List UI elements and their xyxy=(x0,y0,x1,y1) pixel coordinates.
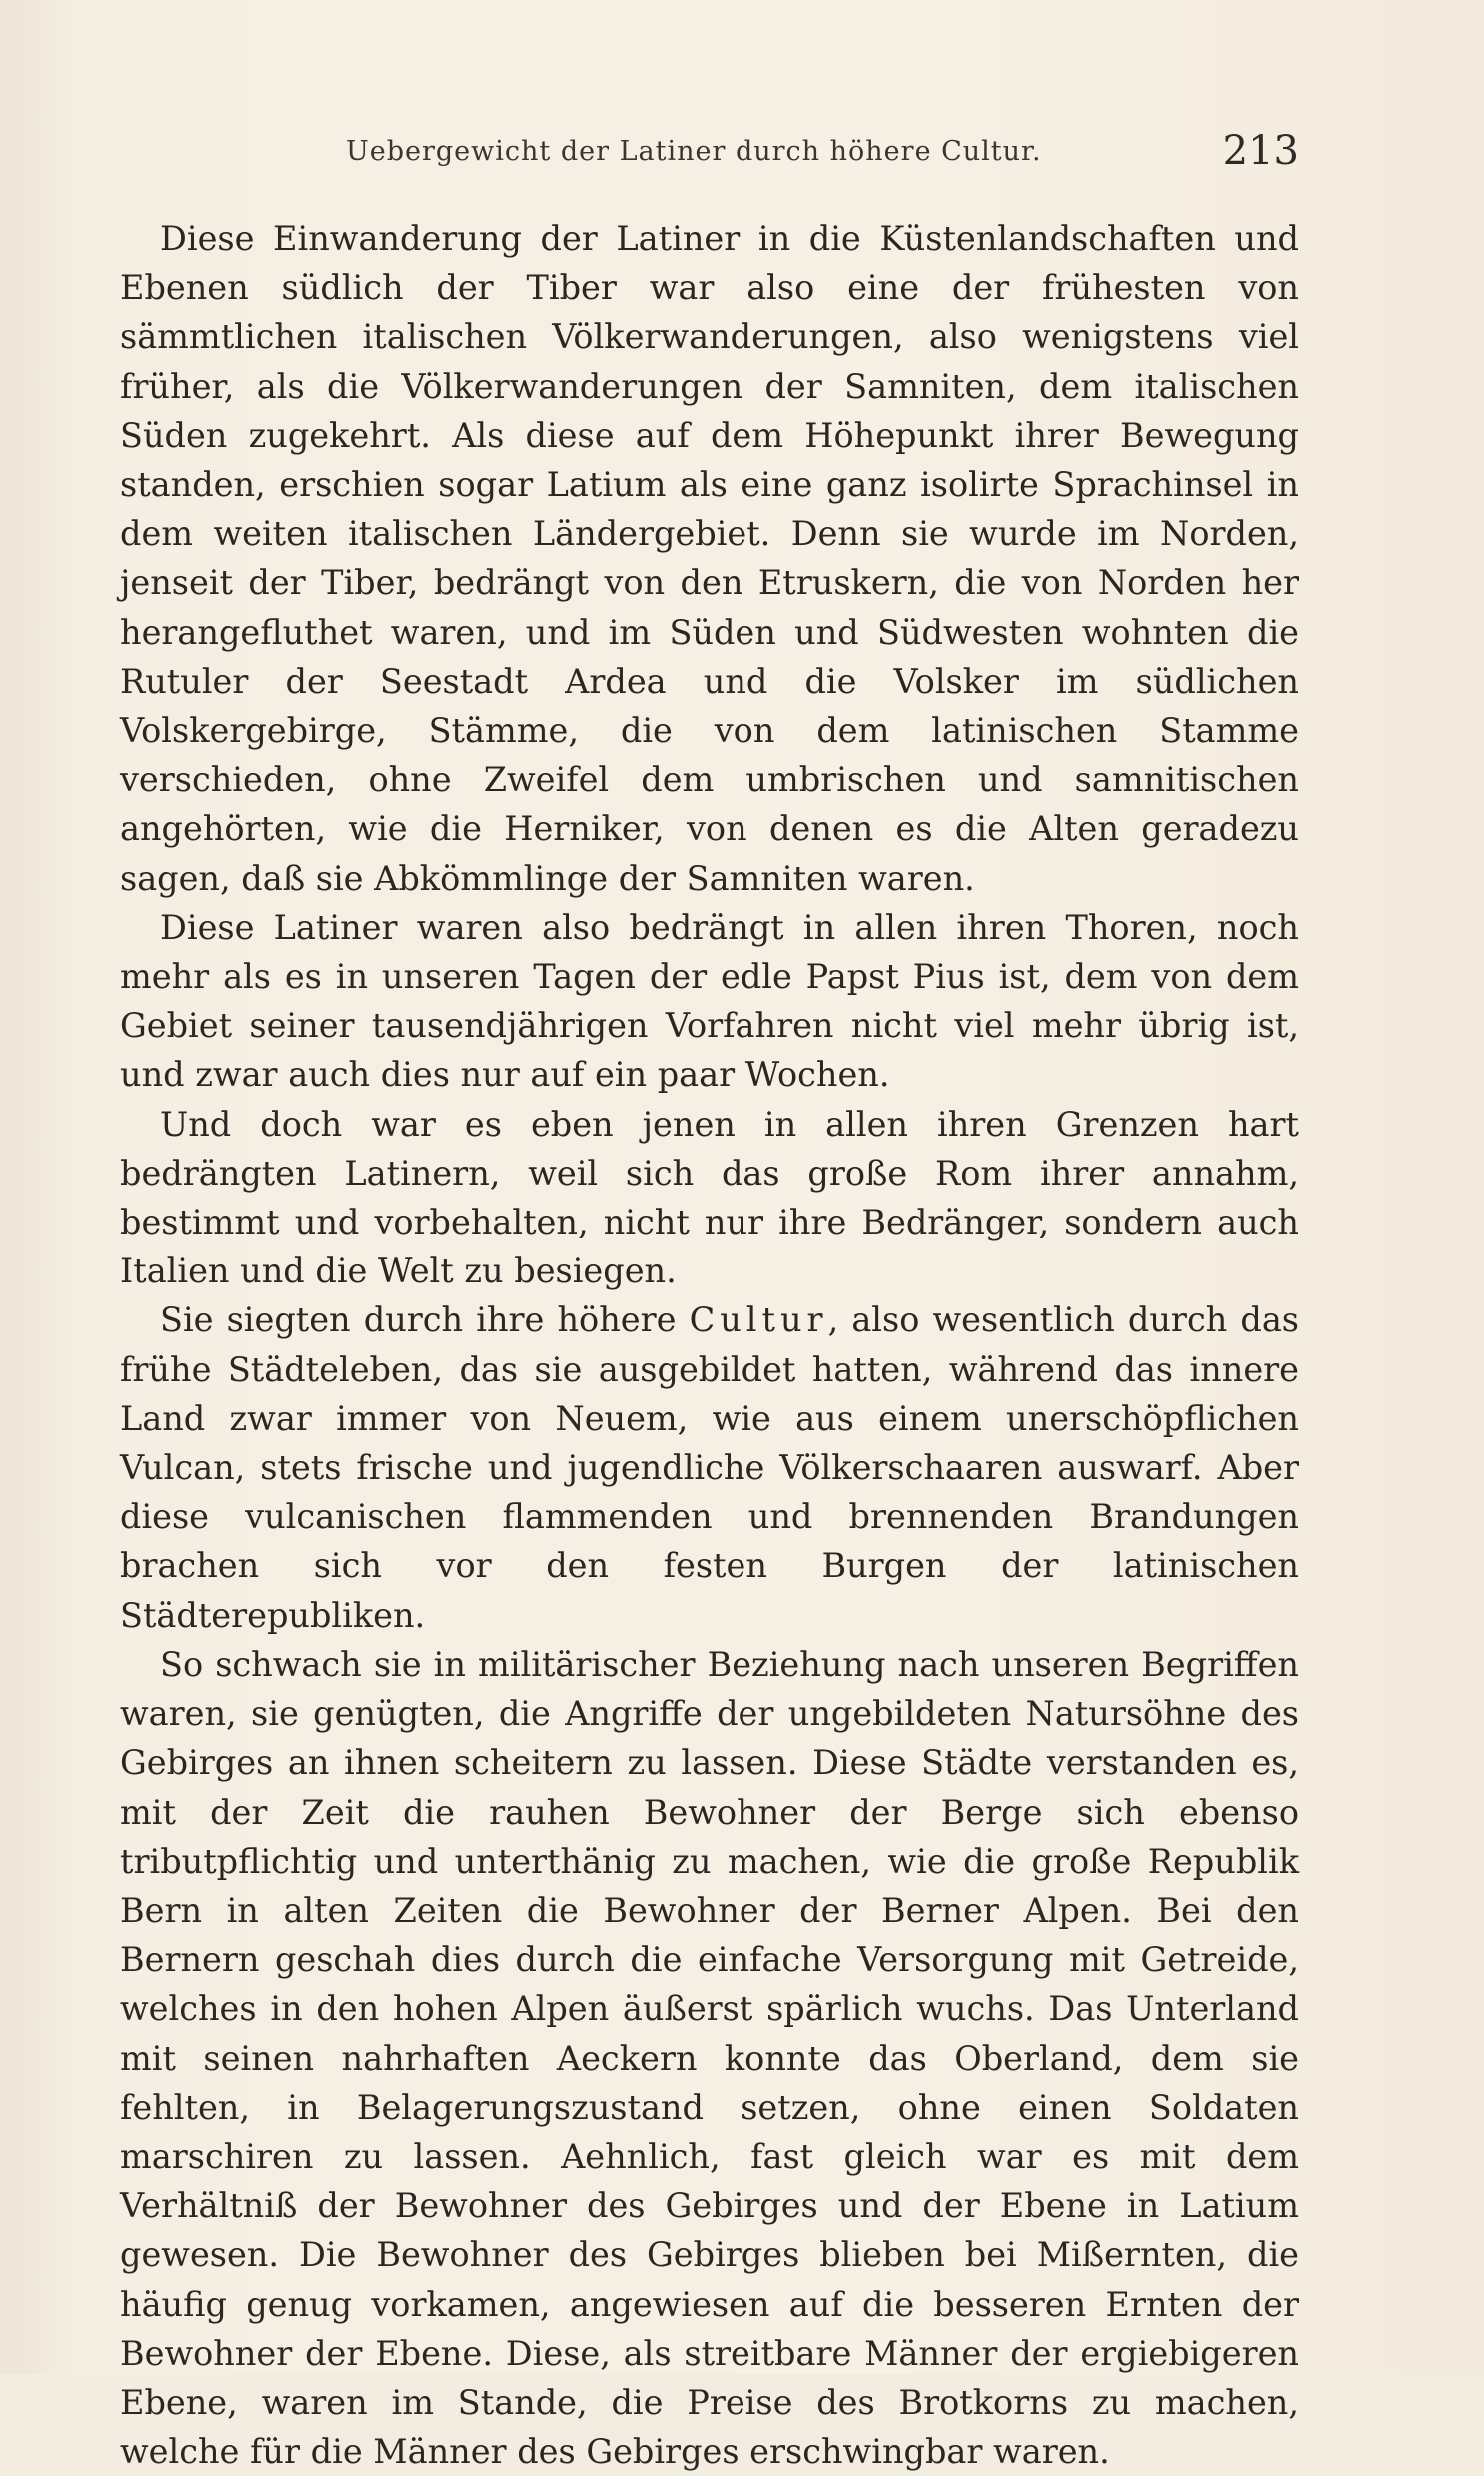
running-head xyxy=(120,128,1299,188)
page-number: 213 xyxy=(1222,128,1299,174)
emphasized-word: Cultur xyxy=(689,1300,828,1340)
paragraph-2: Diese Latiner waren also bedrängt in allen ihren Thoren, noch mehr als es in unseren Tagen der edle Papst Pius ist, dem von dem Gebiet seiner tausendjährigen Vorfahren nicht viel mehr übrig ist, und zwar auch dies nur auf ein paar Wochen. xyxy=(120,907,1299,1095)
paragraph-4-start: Sie siegten durch ihre höhere xyxy=(160,1300,690,1340)
paragraph-5: So schwach sie in militärischer Beziehung nach unseren Begriffen waren, sie genügten, die Angriffe der ungebildeten Natursöhne des Gebirges an ihnen scheitern zu lassen. Diese Städte verstanden es, mit der Zeit die rauhen Bewohner der Berge sich ebenso tributpflichtig und unterthänig zu machen, wie die große Republik Bern in alten Zeiten die Bewohner der Berner Alpen. Bei den Bernern geschah dies durch die einfache Versorgung mit Getreide, welches in den hohen Alpen äußerst spärlich wuchs. Das Unterland mit seinen nahrhaften Aeckern konnte das Oberland, dem sie fehlten, in Belagerungszustand setzen, ohne einen Soldaten marschiren zu lassen. Aehnlich, fast gleich war es mit dem Verhältniß der Bewohner des Gebirges und der Ebene in Latium gewesen. Die Bewohner des Gebirges blieben bei Mißernten, die häufig genug vorkamen, angewiesen auf die besseren Ernten der Bewohner der Ebene. Diese, als streitbare Männer der ergiebigeren Ebene, waren im Stande, die Preise des Brotkorns zu machen, welche für die Männer des Gebirges erschwingbar waren. xyxy=(120,1644,1299,2472)
paragraph-3: Und doch war es eben jenen in allen ihren Grenzen hart bedrängten Latinern, weil sich das große Rom ihrer annahm, bestimmt und vorbehalten, nicht nur ihre Bedränger, sondern auch Italien und die Welt zu besiegen. xyxy=(120,1104,1299,1291)
body-text xyxy=(120,214,1299,2476)
paragraph-4 xyxy=(120,1295,1299,1639)
paragraph-1: Diese Einwanderung der Latiner in die Küstenlandschaften und Ebenen südlich der Tiber war also eine der frühesten von sämmtlichen italischen Völkerwanderungen, also wenigstens viel früher, als die Völkerwanderungen der Samniten, dem italischen Süden zugekehrt. Als diese auf dem Höhepunkt ihrer Bewegung standen, erschien sogar Latium als eine ganz isolirte Sprachinsel in dem weiten italischen Ländergebiet. Denn sie wurde im Norden, jenseit der Tiber, bedrängt von den Etruskern, die von Norden her herangefluthet waren, und im Süden und Südwesten wohnten die Rutuler der Seestadt Ardea und die Volsker im südlichen Volskergebirge, Stämme, die von dem latinischen Stamme verschieden, ohne Zweifel dem umbrischen und samnitischen angehörten, wie die Herniker, von denen es die Alten geradezu sagen, daß sie Abkömmlinge der Samniten waren. xyxy=(120,219,1299,898)
running-title: Uebergewicht der Latiner durch höhere Cultur. xyxy=(346,136,1042,167)
paragraph-4-rest: , also wesentlich durch das frühe Städteleben, das sie ausgebildet hatten, während das innere Land zwar immer von Neuem, wie aus einem unerschöpflichen Vulcan, stets frische und jugendliche Völkerschaaren auswarf. Aber diese vulcanischen flammenden und brennenden Brandungen brachen sich vor den festen Burgen der latinischen Städterepubliken. xyxy=(120,1300,1299,1635)
